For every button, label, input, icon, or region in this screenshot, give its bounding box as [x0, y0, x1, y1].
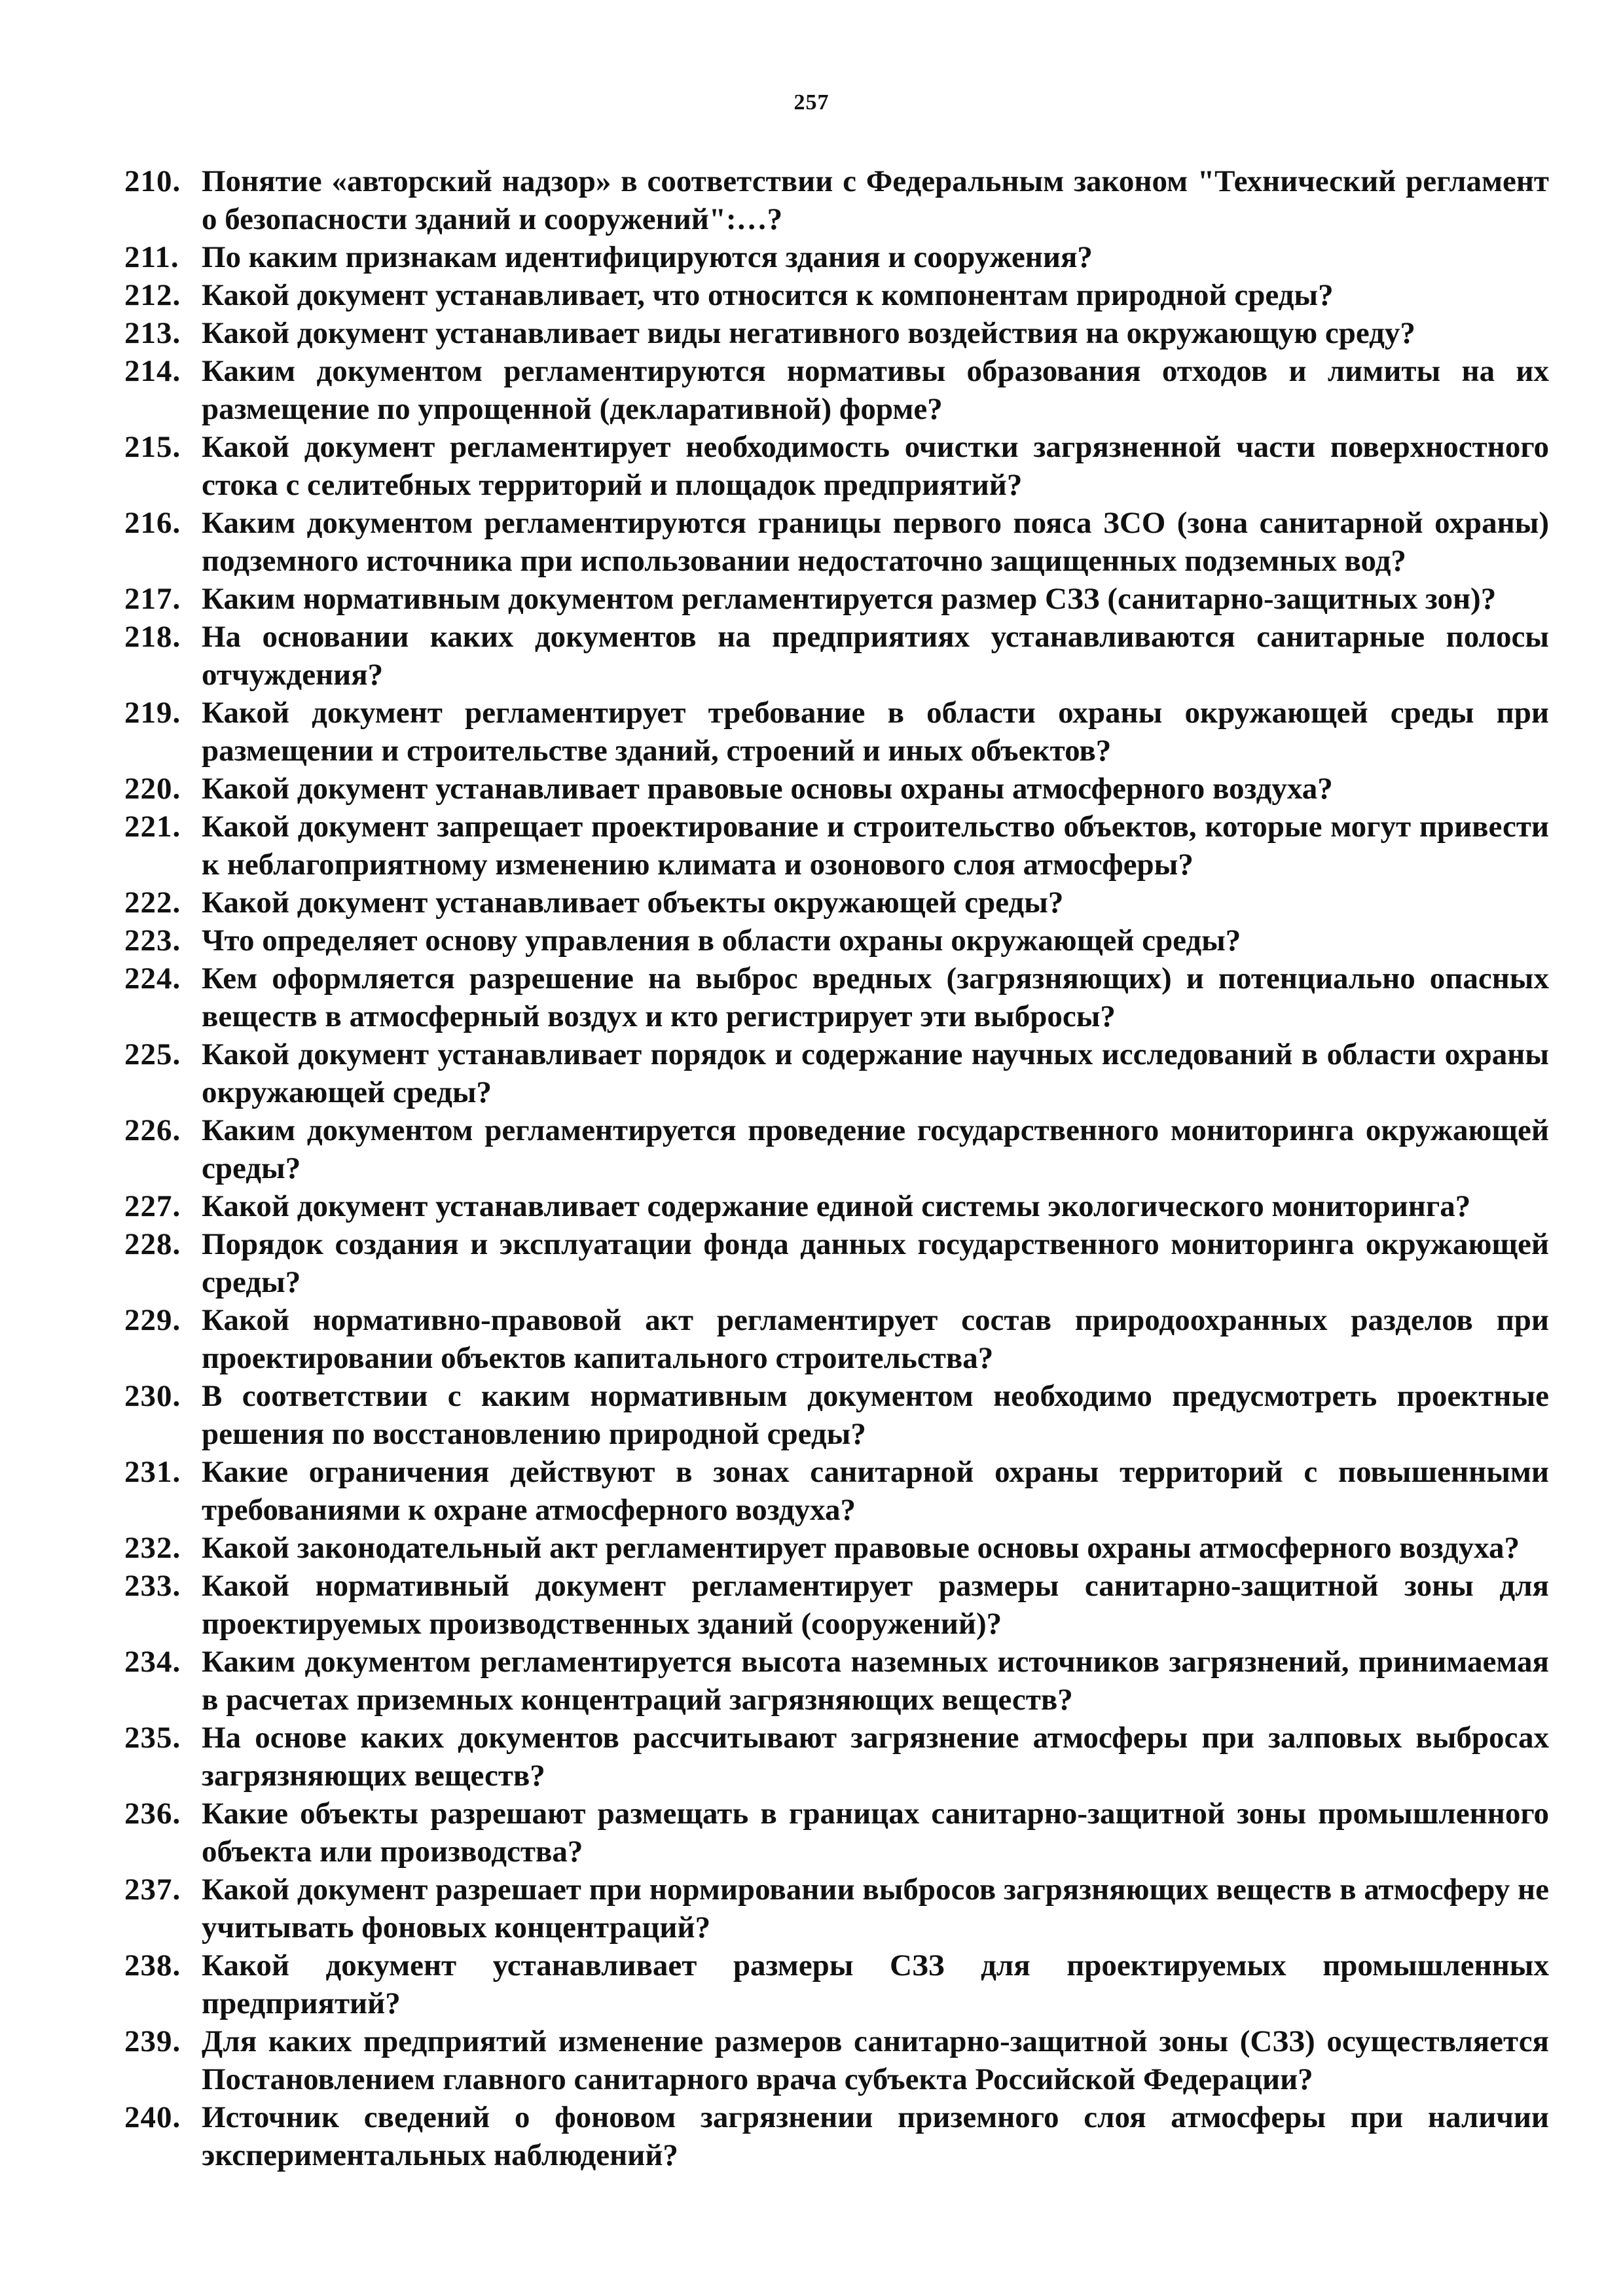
question-text: Какой нормативно-правовой акт регламентирует состав природоохранных разделов при проектировании объектов капитального строительства? — [202, 1303, 1549, 1375]
question-number: 231. — [124, 1455, 181, 1489]
question-number: 225. — [124, 1037, 181, 1071]
question-text: Какой документ устанавливает содержание единой системы экологического мониторинга? — [202, 1189, 1471, 1223]
question-text: На основе каких документов рассчитывают загрязнение атмосферы при залповых выбросах загрязняющих веществ? — [202, 1721, 1549, 1793]
question-item — [124, 960, 1549, 1035]
question-number: 224. — [124, 961, 181, 996]
question-item — [124, 2022, 1549, 2098]
question-text: Какой документ устанавливает объекты окружающей среды? — [202, 886, 1064, 920]
question-number: 226. — [124, 1113, 181, 1147]
question-text: Какой документ запрещает проектирование и строительство объектов, которые могут привести к неблагоприятному изменению климата и озонового слоя атмосферы? — [202, 810, 1549, 882]
question-text: Кем оформляется разрешение на выброс вредных (загрязняющих) и потенциально опасных веществ в атмосферный воздух и кто регистрирует эти выбросы? — [202, 961, 1549, 1033]
question-number: 222. — [124, 886, 181, 920]
question-number: 221. — [124, 810, 181, 844]
question-number: 232. — [124, 1531, 181, 1565]
question-item — [124, 694, 1549, 770]
question-text: Что определяет основу управления в области охраны окружающей среды? — [202, 924, 1241, 958]
question-item — [124, 1111, 1549, 1187]
question-item — [124, 922, 1549, 960]
question-text: Понятие «авторский надзор» в соответствии с Федеральным законом "Технический регламент о безопасности зданий и сооружений":…? — [202, 164, 1549, 236]
question-item — [124, 1187, 1549, 1225]
question-number: 230. — [124, 1379, 181, 1413]
question-text: Каким документом регламентируется проведение государственного мониторинга окружающей среды? — [202, 1113, 1549, 1185]
question-number: 228. — [124, 1227, 181, 1261]
question-item — [124, 2098, 1549, 2174]
question-item — [124, 580, 1549, 618]
question-item — [124, 1795, 1549, 1871]
question-text: Какой документ регламентирует необходимость очистки загрязненной части поверхностного стока с селитебных территорий и площадок предприятий? — [202, 430, 1549, 502]
question-number: 218. — [124, 620, 181, 654]
question-text: В соответствии с каким нормативным документом необходимо предусмотреть проектные решения по восстановлению природной среды? — [202, 1379, 1549, 1451]
question-item — [124, 1035, 1549, 1111]
question-number: 216. — [124, 506, 181, 540]
question-item — [124, 1301, 1549, 1377]
question-number: 235. — [124, 1721, 181, 1755]
question-item — [124, 1567, 1549, 1643]
question-text: Какой документ устанавливает правовые основы охраны атмосферного воздуха? — [202, 772, 1333, 806]
question-item — [124, 428, 1549, 504]
question-text: Для каких предприятий изменение размеров санитарно-защитной зоны (СЗЗ) осуществляется Постановлением главного санитарного врача субъекта Российской Федерации? — [202, 2024, 1549, 2096]
question-text: Источник сведений о фоновом загрязнении приземного слоя атмосферы при наличии экспериментальных наблюдений? — [202, 2100, 1549, 2172]
question-text: Каким нормативным документом регламентируется размер СЗЗ (санитарно-защитных зон)? — [202, 582, 1497, 616]
question-item — [124, 314, 1549, 352]
question-number: 229. — [124, 1303, 181, 1337]
question-item — [124, 1946, 1549, 2022]
question-item — [124, 1871, 1549, 1946]
question-number: 219. — [124, 696, 181, 730]
question-item — [124, 504, 1549, 580]
question-item — [124, 352, 1549, 428]
question-item — [124, 1225, 1549, 1301]
question-item — [124, 238, 1549, 276]
question-text: Какой документ устанавливает порядок и содержание научных исследований в области охраны окружающей среды? — [202, 1037, 1549, 1109]
question-item — [124, 1453, 1549, 1529]
question-text: Каким документом регламентируется высота наземных источников загрязнений, принимаемая в расчетах приземных концентраций загрязняющих веществ? — [202, 1645, 1549, 1717]
question-item — [124, 884, 1549, 922]
question-text: Какие ограничения действуют в зонах санитарной охраны территорий с повышенными требованиями к охране атмосферного воздуха? — [202, 1455, 1549, 1527]
question-text: Какой законодательный акт регламентирует правовые основы охраны атмосферного воздуха? — [202, 1531, 1520, 1565]
question-text: Каким документом регламентируются границы первого пояса ЗСО (зона санитарной охраны) подземного источника при использовании недостаточно защищенных подземных вод? — [202, 506, 1549, 578]
question-list — [124, 162, 1549, 2174]
question-item — [124, 808, 1549, 884]
question-text: Какой нормативный документ регламентирует размеры санитарно-защитной зоны для проектируемых производственных зданий (сооружений)? — [202, 1569, 1549, 1641]
question-item — [124, 1377, 1549, 1453]
question-number: 240. — [124, 2100, 181, 2134]
question-number: 237. — [124, 1873, 181, 1907]
question-text: На основании каких документов на предприятиях устанавливаются санитарные полосы отчуждения? — [202, 620, 1549, 692]
question-text: Какой документ устанавливает, что относится к компонентам природной среды? — [202, 278, 1334, 312]
question-number: 227. — [124, 1189, 181, 1223]
question-item — [124, 1643, 1549, 1719]
question-number: 210. — [124, 164, 181, 198]
question-item — [124, 618, 1549, 694]
question-text: Какой документ устанавливает размеры СЗЗ для проектируемых промышленных предприятий? — [202, 1948, 1549, 2020]
question-number: 211. — [124, 240, 179, 274]
question-text: Какой документ регламентирует требование в области охраны окружающей среды при размещении и строительстве зданий, строений и иных объектов? — [202, 696, 1549, 768]
question-number: 220. — [124, 772, 181, 806]
question-text: По каким признакам идентифицируются здания и сооружения? — [202, 240, 1093, 274]
question-number: 239. — [124, 2024, 181, 2058]
question-number: 214. — [124, 354, 181, 388]
question-number: 236. — [124, 1797, 181, 1831]
question-item — [124, 162, 1549, 238]
question-number: 233. — [124, 1569, 181, 1603]
question-text: Какие объекты разрешают размещать в границах санитарно-защитной зоны промышленного объекта или производства? — [202, 1797, 1549, 1869]
question-item — [124, 770, 1549, 808]
question-item — [124, 1529, 1549, 1567]
question-number: 238. — [124, 1948, 181, 1982]
question-text: Какой документ разрешает при нормировании выбросов загрязняющих веществ в атмосферу не учитывать фоновых концентраций? — [202, 1873, 1549, 1945]
question-number: 212. — [124, 278, 181, 312]
question-number: 217. — [124, 582, 181, 616]
question-number: 223. — [124, 924, 181, 958]
question-text: Каким документом регламентируются нормативы образования отходов и лимиты на их размещение по упрощенной (декларативной) форме? — [202, 354, 1549, 426]
question-number: 215. — [124, 430, 181, 464]
question-number: 213. — [124, 316, 181, 350]
question-item — [124, 276, 1549, 314]
question-item — [124, 1719, 1549, 1795]
question-number: 234. — [124, 1645, 181, 1679]
question-text: Порядок создания и эксплуатации фонда данных государственного мониторинга окружающей среды? — [202, 1227, 1549, 1299]
page-number: 257 — [793, 90, 830, 115]
question-text: Какой документ устанавливает виды негативного воздействия на окружающую среду? — [202, 316, 1415, 350]
